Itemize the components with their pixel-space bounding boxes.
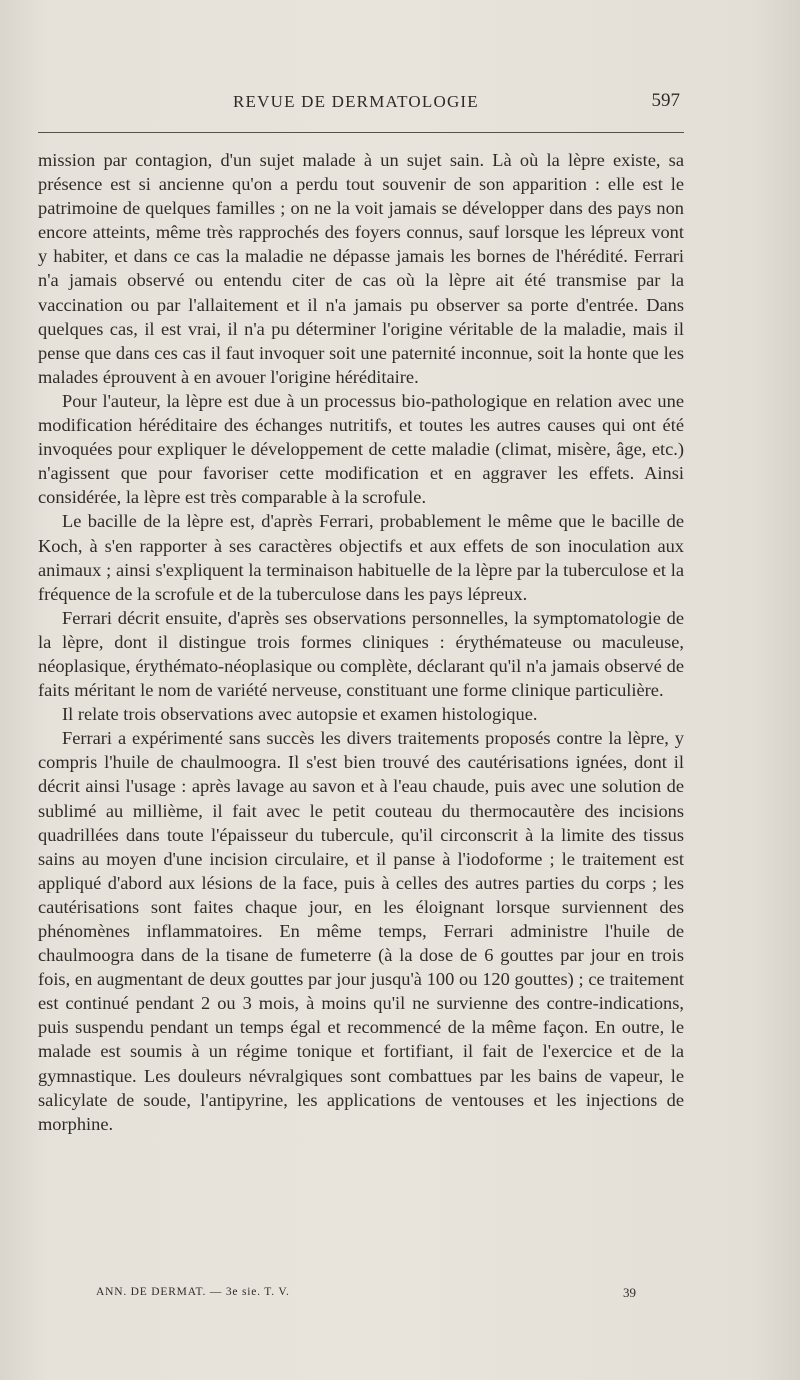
- journal-reference: ANN. DE DERMAT. — 3e sie. T. V.: [96, 1286, 290, 1298]
- paragraph: mission par contagion, d'un sujet malade à un sujet sain. Là où la lèpre existe, sa présence est si ancienne qu'on a perdu tout souvenir de son apparition : elle est le patrimoine de quelques familles ; on ne la voit jamais se développer dans des pays non encore atteints, même très rapprochés des foyers connus, sauf lorsque les lépreux vont y habiter, et dans ce cas la maladie ne dépasse jamais les bornes de l'hérédité. Ferrari n'a jamais observé ou entendu citer de cas où la lèpre ait été transmise par la vaccination ou par l'allaitement et il n'a jamais pu observer sa porte d'entrée. Dans quelques cas, il est vrai, il n'a pu déterminer l'origine véritable de la maladie, mais il pense que dans ces cas il faut invoquer soit une paternité inconnue, soit la honte que les malades éprouvent à en avouer l'origine héréditaire.: [38, 150, 684, 387]
- paragraph: Ferrari a expérimenté sans succès les divers traitements proposés contre la lèpre, y compris l'huile de chaulmoogra. Il s'est bien trouvé des cautérisations ignées, dont il décrit ainsi l'usage : après lavage au savon et à l'eau chaude, puis avec une solution de sublimé au millième, il fait avec le petit couteau du thermocautère des incisions quadrillées dans toute l'épaisseur du tubercule, qu'il circonscrit à la limite des tissus sains au moyen d'une incision circulaire, et il panse à l'iodoforme ; le traitement est appliqué d'abord aux lésions de la face, puis à celles des autres parties du corps ; les cautérisations sont faites chaque jour, en les éloignant lorsque surviennent des phénomènes inflammatoires. En même temps, Ferrari administre l'huile de chaulmoogra dans de la tisane de fumeterre (à la dose de 6 gouttes par jour en trois fois, en augmentant de deux gouttes par jour jusqu'à 100 ou 120 gouttes) ; ce traitement est continué pendant 2 ou 3 mois, à moins qu'il ne survienne des contre-indications, puis suspendu pendant un temps égal et recommencé de la même façon. En outre, le malade est soumis à un régime tonique et fortifiant, il fait de l'exercice et de la gymnastique. Les douleurs névralgiques sont combattues par les bains de vapeur, le salicylate de soude, l'antipyrine, les applications de ventouses et les injections de morphine.: [38, 728, 684, 1134]
- signature-mark: 39: [623, 1285, 636, 1300]
- page-number: 597: [651, 90, 680, 111]
- paragraph: Ferrari décrit ensuite, d'après ses observations personnelles, la symptomatologie de la lèpre, dont il distingue trois formes cliniques : érythémateuse ou maculeuse, néoplasique, érythémato-néoplasique ou complète, déclarant qu'il n'a jamais observé de faits méritant le nom de variété nerveuse, constituant une forme clinique particulière.: [38, 607, 684, 701]
- header-rule: [38, 132, 684, 133]
- paragraph: Il relate trois observations avec autopsie et examen histologique.: [62, 704, 538, 725]
- page-header: [38, 88, 684, 122]
- paragraph: Pour l'auteur, la lèpre est due à un processus bio-pathologique en relation avec une modification héréditaire des échanges nutritifs, et toutes les autres causes qui ont été invoquées pour expliquer le développement de cette maladie (climat, misère, âge, etc.) n'agissent que pour favoriser cette modification et en aggraver les effets. Ainsi considérée, la lèpre est très comparable à la scrofule.: [38, 390, 684, 508]
- article-body: [38, 148, 684, 1136]
- paragraph: Le bacille de la lèpre est, d'après Ferrari, probablement le même que le bacille de Koch, à s'en rapporter à ses caractères objectifs et aux effets de son inoculation aux animaux ; ainsi s'expliquent la terminaison habituelle de la lèpre par la tuberculose et la fréquence de la scrofule et de la tuberculose dans les pays lépreux.: [38, 511, 684, 604]
- running-title: REVUE DE DERMATOLOGIE: [233, 92, 479, 111]
- page-footer: [96, 1286, 636, 1306]
